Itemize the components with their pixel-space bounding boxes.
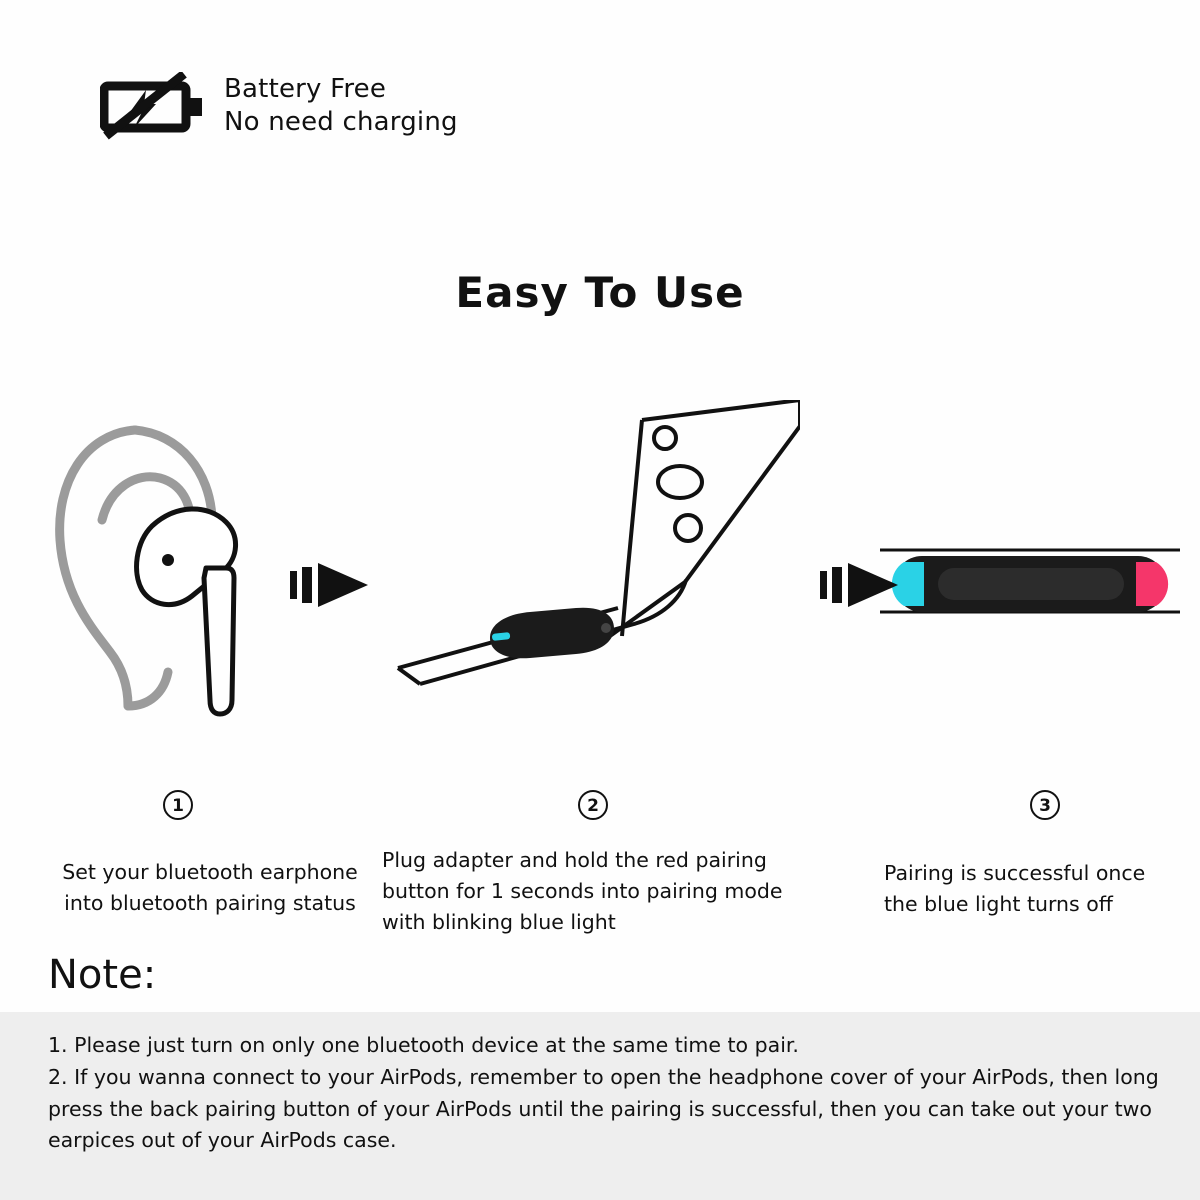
steps-illustrations — [0, 400, 1200, 730]
note-heading: Note: — [48, 952, 157, 998]
ear-with-earbud-icon — [40, 400, 300, 730]
step-caption-2: Plug adapter and hold the red pairing button for 1 seconds into pairing mode with blinking blue light — [382, 848, 783, 934]
note-item-2: 2. If you wanna connect to your AirPods, remember to open the headphone cover of your AirPods, then long press the back pairing button of your AirPods until the pairing is successful, then you can take out your two earpices out of your AirPods case. — [48, 1064, 1159, 1153]
adapter-closeup-icon — [880, 400, 1180, 730]
step-numbers — [0, 790, 1200, 824]
right-arrow-icon — [820, 555, 900, 615]
step-number-1: 1 — [163, 790, 193, 820]
page-title: Easy To Use — [455, 268, 745, 317]
note-body — [48, 1030, 1163, 1157]
step-caption-3: Pairing is successful once the blue light turns off — [884, 861, 1146, 916]
step-caption-1: Set your bluetooth earphone into bluetooth pairing status — [62, 860, 358, 915]
right-arrow-icon — [290, 555, 370, 615]
battery-banner-line-2: No need charging — [224, 107, 458, 137]
battery-banner-text — [224, 73, 458, 140]
step-number-2: 2 — [578, 790, 608, 820]
note-item-1: 1. Please just turn on only one bluetooth device at the same time to pair. — [48, 1033, 799, 1057]
battery-free-banner — [100, 72, 458, 140]
step-number-3: 3 — [1030, 790, 1060, 820]
battery-crossed-out-icon — [100, 72, 208, 140]
phone-with-adapter-icon — [380, 400, 800, 730]
battery-banner-line-1: Battery Free — [224, 73, 387, 104]
